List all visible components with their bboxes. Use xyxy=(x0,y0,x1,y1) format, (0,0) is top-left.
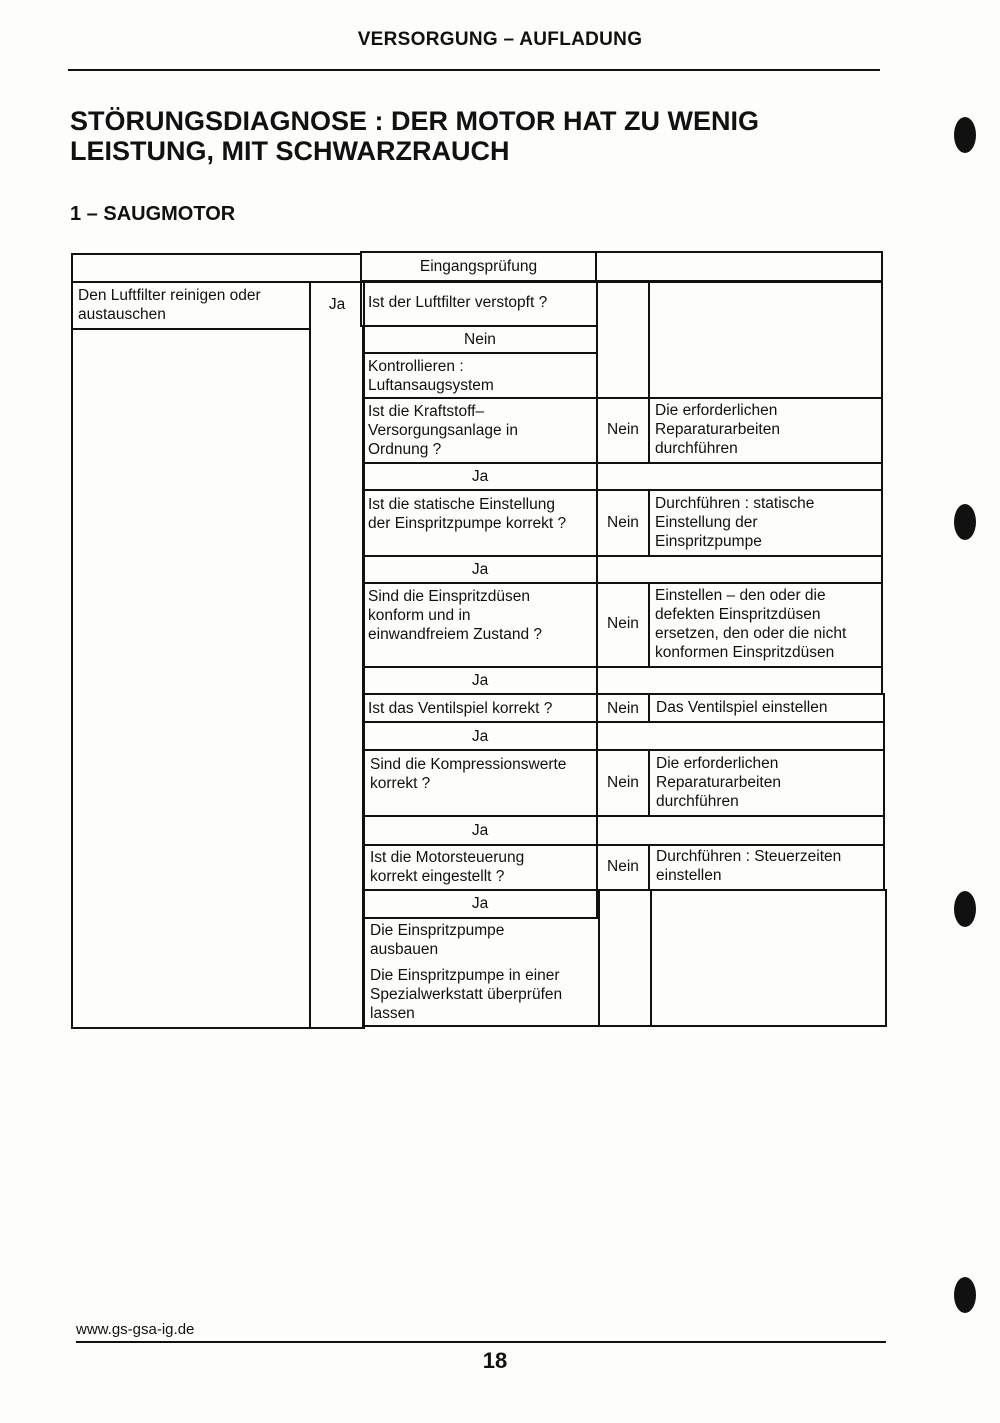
q-air-filter: Ist der Luftfilter verstopft ? xyxy=(368,294,548,311)
a-compression-line-1: Die erforderlichen xyxy=(656,755,779,772)
yes-4: Ja xyxy=(471,728,489,745)
a-nozzles-line-1: Einstellen – den oder die xyxy=(655,587,826,604)
a-nozzles-line-3: ersetzen, den oder die nicht xyxy=(655,625,847,642)
q-timing-line-1: Ist die Motorsteuerung xyxy=(370,849,525,866)
page-title-line-1: STÖRUNGSDIAGNOSE : DER MOTOR HAT ZU WENIG xyxy=(70,106,760,136)
q-compression-line-1: Sind die Kompressionswerte xyxy=(370,756,567,773)
footer-url: www.gs-gsa-ig.de xyxy=(76,1321,195,1338)
frame-bottom-right xyxy=(650,889,887,1027)
a-timing-line-1: Durchführen : Steuerzeiten xyxy=(656,848,842,865)
frame-top-left xyxy=(71,253,362,283)
final-line-3: Die Einspritzpumpe in einer xyxy=(370,967,560,984)
final-line-2: ausbauen xyxy=(370,941,439,958)
a-static-line-2: Einstellung der xyxy=(655,514,758,531)
page-number: 18 xyxy=(482,1348,508,1373)
frame-left-column xyxy=(71,281,311,1029)
a-valve: Das Ventilspiel einstellen xyxy=(656,699,828,716)
a-compression-line-2: Reparaturarbeiten xyxy=(656,774,781,791)
frame-top-right xyxy=(595,251,883,282)
frame-right-top-box xyxy=(648,281,883,399)
no-valve: Nein xyxy=(607,700,639,717)
q-compression-line-2: korrekt ? xyxy=(370,775,431,792)
section-header: VERSORGUNG – AUFLADUNG xyxy=(357,29,643,50)
frame-yes-1-right xyxy=(596,462,883,491)
a-fuel-line-1: Die erforderlichen xyxy=(655,402,778,419)
page-title-line-2: LEISTUNG, MIT SCHWARZRAUCH xyxy=(70,136,510,166)
binder-hole-3 xyxy=(954,891,976,927)
section-subtitle: 1 – SAUGMOTOR xyxy=(70,203,236,225)
air-filter-action-line-1: Den Luftfilter reinigen oder xyxy=(78,287,261,304)
no-static: Nein xyxy=(607,514,639,531)
yes-1: Ja xyxy=(471,468,489,485)
entry-label: Eingangsprüfung xyxy=(419,258,538,275)
no-fuel: Nein xyxy=(607,421,639,438)
q-fuel-line-2: Versorgungsanlage in xyxy=(368,422,518,439)
yes-3: Ja xyxy=(471,672,489,689)
frame-yes-2-right xyxy=(596,555,883,584)
a-timing-line-2: einstellen xyxy=(656,867,722,884)
a-compression-line-3: durchführen xyxy=(656,793,739,810)
frame-yes-3-right xyxy=(596,666,883,695)
footer-rule xyxy=(76,1341,886,1343)
q-static-line-1: Ist die statische Einstellung xyxy=(368,496,555,513)
q-nozzles-line-2: konform und in xyxy=(368,607,471,624)
no-1: Nein xyxy=(464,331,496,348)
a-nozzles-line-4: konformen Einspritzdüsen xyxy=(655,644,835,661)
no-nozzles: Nein xyxy=(607,615,639,632)
q-nozzles-line-3: einwandfreiem Zustand ? xyxy=(368,626,543,643)
binder-hole-1 xyxy=(954,117,976,153)
q-nozzles-line-1: Sind die Einspritzdüsen xyxy=(368,588,530,605)
a-fuel-line-2: Reparaturarbeiten xyxy=(655,421,780,438)
final-line-1: Die Einspritzpumpe xyxy=(370,922,505,939)
yes-6: Ja xyxy=(471,895,489,912)
q-timing-line-2: korrekt eingestellt ? xyxy=(370,868,505,885)
q-fuel-line-3: Ordnung ? xyxy=(368,441,442,458)
binder-hole-2 xyxy=(954,504,976,540)
frame-yes-5-right xyxy=(596,815,885,846)
frame-right-top-spacer xyxy=(596,281,650,399)
q-valve: Ist das Ventilspiel korrekt ? xyxy=(368,700,553,717)
q-static-line-2: der Einspritzpumpe korrekt ? xyxy=(368,515,567,532)
a-static-line-1: Durchführen : statische xyxy=(655,495,815,512)
q-fuel-line-1: Ist die Kraftstoff– xyxy=(368,403,485,420)
yes-air-filter: Ja xyxy=(328,296,346,313)
air-filter-action-line-2: austauschen xyxy=(78,306,166,323)
binder-hole-4 xyxy=(954,1277,976,1313)
check-intake-line-1: Kontrollieren : xyxy=(368,358,464,375)
no-timing: Nein xyxy=(607,858,639,875)
check-intake-line-2: Luftansaugsystem xyxy=(368,377,494,394)
no-compression: Nein xyxy=(607,774,639,791)
final-line-5: lassen xyxy=(370,1005,415,1022)
yes-5: Ja xyxy=(471,822,489,839)
a-nozzles-line-2: defekten Einspritzdüsen xyxy=(655,606,821,623)
frame-bottom-spacer xyxy=(598,889,652,1027)
frame-yes-column xyxy=(309,281,365,1029)
yes-2: Ja xyxy=(471,561,489,578)
final-line-4: Spezialwerkstatt überprüfen xyxy=(370,986,563,1003)
a-fuel-line-3: durchführen xyxy=(655,440,738,457)
a-static-line-3: Einspritzpumpe xyxy=(655,533,762,550)
frame-yes-4-right xyxy=(596,721,885,751)
